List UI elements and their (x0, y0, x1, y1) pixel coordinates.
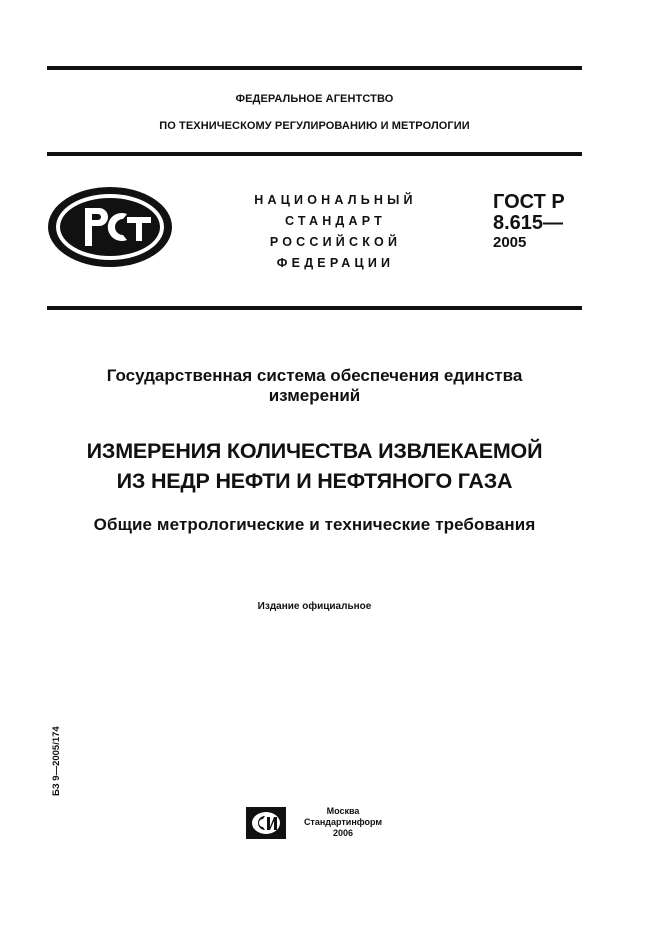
publisher-city: Москва (326, 806, 360, 816)
series-title (47, 366, 582, 406)
side-code: БЗ 9—2005/174 (51, 726, 62, 796)
national-line-3: РОССИЙСКОЙ (269, 235, 402, 249)
series-line-1: Государственная система обеспечения единства (106, 366, 523, 385)
rst-logo-icon (45, 184, 175, 270)
document-title (47, 436, 582, 496)
side-code-wrapper (51, 726, 65, 896)
edition-label: Издание официальное (257, 601, 372, 612)
publisher-year: 2006 (332, 828, 354, 838)
gost-line-1: ГОСТ Р (493, 191, 565, 213)
title-line-1: ИЗМЕРЕНИЯ КОЛИЧЕСТВА ИЗВЛЕКАЕМОЙ (86, 439, 543, 463)
gost-number: 8.615— (493, 212, 564, 234)
document-subtitle: Общие метрологические и технические требования (93, 515, 536, 534)
standartinform-logo-icon (245, 806, 287, 840)
agency-line-2: ПО ТЕХНИЧЕСКОМУ РЕГУЛИРОВАНИЮ И МЕТРОЛОГИИ (159, 120, 470, 132)
national-line-2: СТАНДАРТ (285, 214, 386, 228)
title-line-2: ИЗ НЕДР НЕФТИ И НЕФТЯНОГО ГАЗА (116, 469, 513, 493)
national-line-1: НАЦИОНАЛЬНЫЙ (254, 193, 417, 207)
header-bottom-rule (47, 152, 582, 156)
top-rule (47, 66, 582, 70)
series-line-2: измерений (268, 386, 361, 405)
gost-year: 2005 (493, 234, 527, 251)
publisher-info (298, 806, 388, 839)
gost-designation (493, 192, 565, 252)
agency-line-1: ФЕДЕРАЛЬНОЕ АГЕНТСТВО (235, 93, 394, 105)
publisher-name: Стандартинформ (303, 817, 383, 827)
national-standard-block (238, 190, 433, 274)
middle-rule (47, 306, 582, 310)
national-line-4: ФЕДЕРАЦИИ (276, 256, 395, 270)
